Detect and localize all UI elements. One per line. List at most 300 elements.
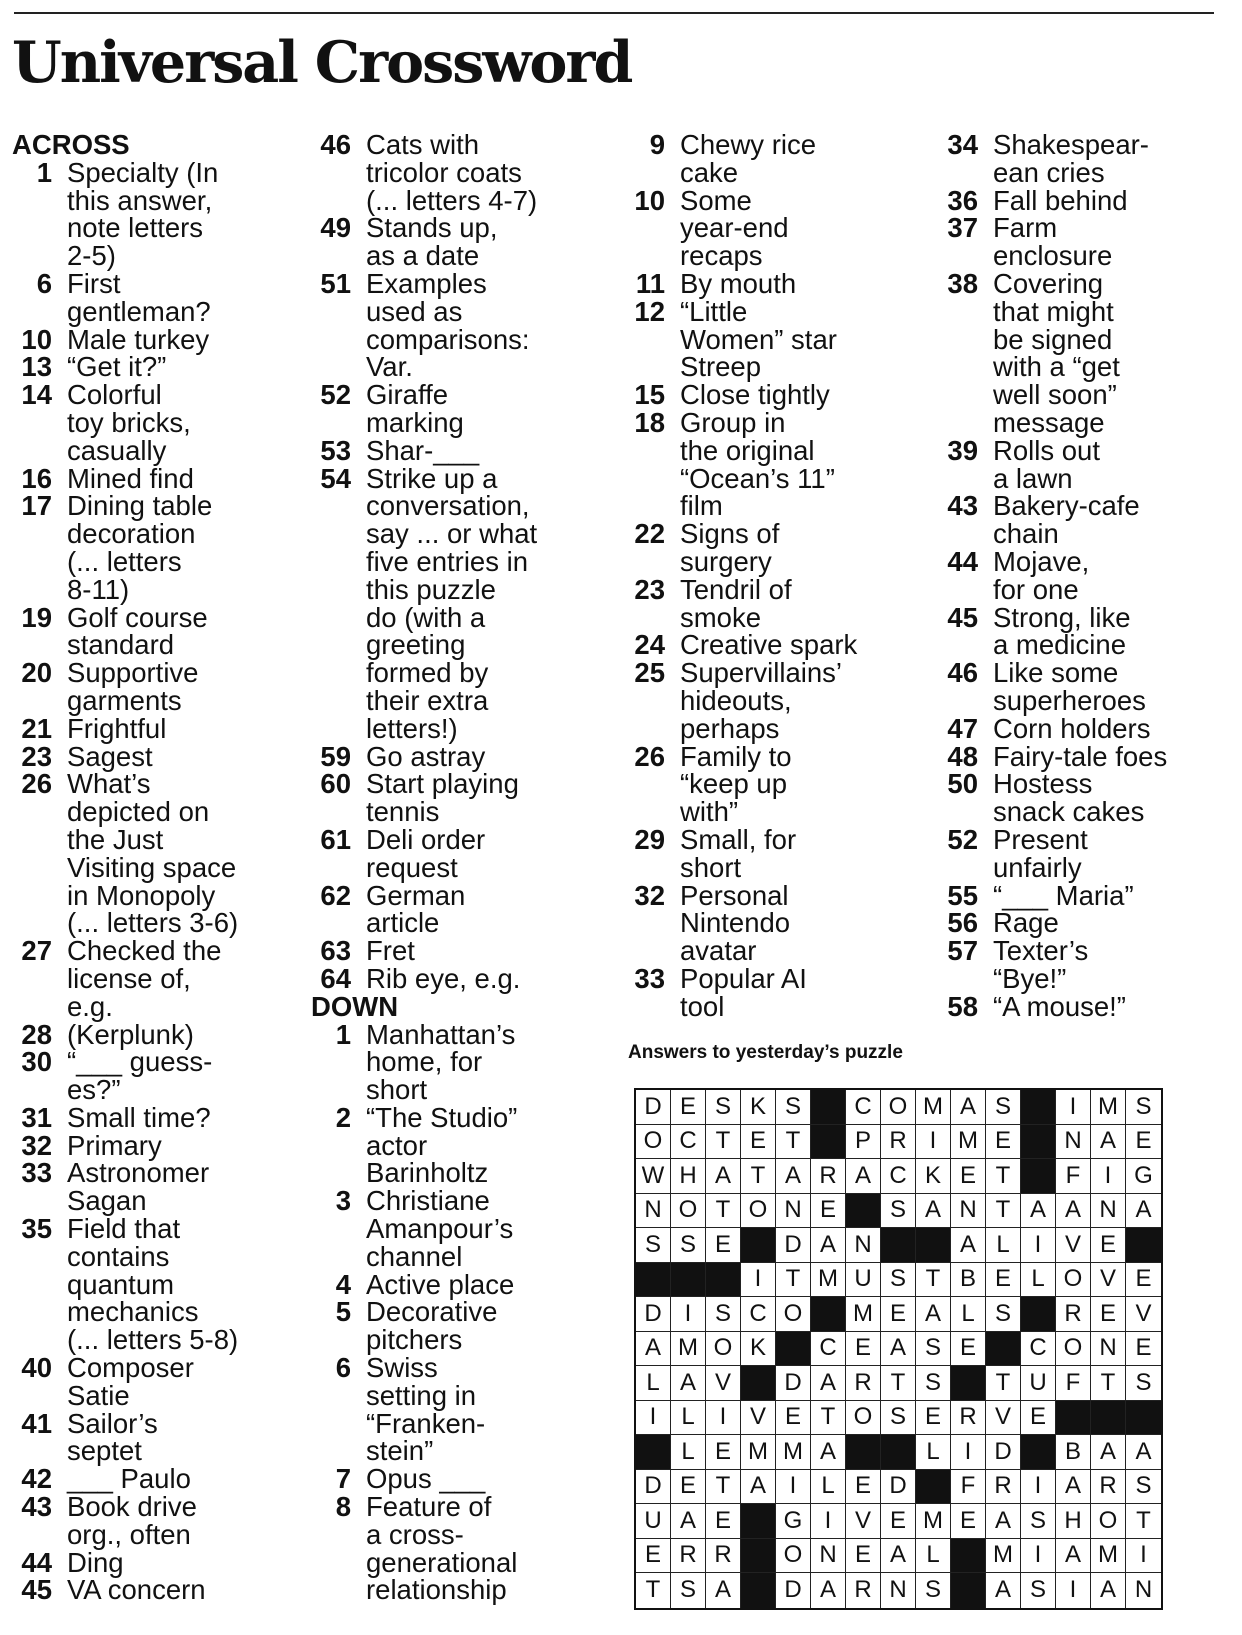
grid-cell: M <box>846 1297 881 1332</box>
grid-cell: U <box>846 1263 881 1298</box>
clue-text: Like some superheroes <box>993 657 1146 716</box>
grid-cell: S <box>881 1401 916 1436</box>
grid-cell: T <box>706 1470 741 1505</box>
clue-col1-19 <box>12 601 238 661</box>
clue-text: Opus ___ <box>366 1463 486 1495</box>
grid-cell: E <box>846 1332 881 1367</box>
clue-text: Strike up a conversation, say ... or what five entries in this puzzle do (with a greeting formed by their extra letters!) <box>366 462 538 744</box>
clue-col1-44 <box>12 1546 238 1578</box>
grid-cell: L <box>811 1470 846 1505</box>
clue-col2_down-7 <box>311 1465 537 1493</box>
clue-number: 32 <box>634 879 665 911</box>
grid-cell: E <box>916 1401 951 1436</box>
clue-col3-26 <box>625 740 857 828</box>
grid-cell: N <box>776 1194 811 1229</box>
grid-cell: M <box>741 1435 776 1470</box>
clue-number: 19 <box>21 601 52 633</box>
black-square <box>1091 1401 1126 1436</box>
clue-text: “The Studio” actor Barinholtz <box>366 1101 518 1189</box>
clue-number: 56 <box>947 907 978 939</box>
grid-cell: G <box>776 1504 811 1539</box>
clue-text: Corn holders <box>993 712 1151 744</box>
grid-cell: C <box>1021 1332 1056 1367</box>
clue-col3-22 <box>625 520 857 576</box>
grid-cell: N <box>1091 1332 1126 1367</box>
grid-cell: E <box>951 1159 986 1194</box>
clue-col4-50 <box>938 770 1167 826</box>
clue-text: Small time? <box>67 1101 211 1133</box>
clue-text: Giraffe marking <box>366 379 464 438</box>
grid-cell: I <box>776 1470 811 1505</box>
black-square <box>951 1366 986 1401</box>
clue-text: “___ guess- es?” <box>67 1046 213 1106</box>
clue-col4-37 <box>938 214 1167 270</box>
clue-text: Deli order request <box>366 823 486 883</box>
clue-text: Composer Satie <box>67 1352 194 1411</box>
clue-col2_down-1 <box>311 1018 537 1106</box>
clue-col2_across-52 <box>311 381 537 437</box>
clue-number: 45 <box>947 601 978 633</box>
grid-cell: O <box>846 1401 881 1436</box>
clue-col3-9 <box>625 131 857 187</box>
grid-cell: D <box>636 1297 671 1332</box>
black-square <box>986 1332 1021 1367</box>
grid-cell: D <box>636 1470 671 1505</box>
grid-cell: V <box>706 1366 741 1401</box>
clue-col4-57 <box>938 937 1167 993</box>
clue-text: Supportive garments <box>67 657 199 716</box>
grid-cell: A <box>916 1297 951 1332</box>
clue-number: 51 <box>320 267 351 299</box>
clue-number: 13 <box>21 351 52 383</box>
clue-col4-55 <box>938 879 1167 911</box>
clue-col1-42 <box>12 1465 238 1493</box>
clue-number: 59 <box>320 740 351 772</box>
black-square <box>671 1263 706 1298</box>
clue-text: “A mouse!” <box>993 990 1126 1022</box>
grid-cell: S <box>776 1090 811 1125</box>
grid-cell: M <box>776 1435 811 1470</box>
clue-text: Close tightly <box>680 379 830 411</box>
clue-text: Texter’s “Bye!” <box>993 935 1089 994</box>
grid-cell: E <box>846 1539 881 1574</box>
grid-cell: I <box>1126 1539 1161 1574</box>
clue-text: Hostess snack cakes <box>993 768 1145 828</box>
clue-column-2 <box>311 131 537 1604</box>
grid-cell: A <box>811 1573 846 1608</box>
grid-cell: L <box>986 1228 1021 1263</box>
clue-text: What’s depicted on the Just Visiting space in Monopoly (... letters 3-6) <box>67 768 239 939</box>
grid-cell: T <box>986 1366 1021 1401</box>
grid-cell: E <box>1126 1332 1161 1367</box>
clue-text: Manhattan’s home, for short <box>366 1018 516 1106</box>
grid-cell: V <box>1091 1263 1126 1298</box>
clue-number: 23 <box>634 573 665 605</box>
grid-cell: W <box>636 1159 671 1194</box>
clue-text: Shar-___ <box>366 434 480 466</box>
grid-cell: N <box>1091 1194 1126 1229</box>
clue-number: 6 <box>36 267 52 299</box>
grid-cell: L <box>1021 1263 1056 1298</box>
clue-number: 57 <box>947 935 978 967</box>
black-square <box>811 1125 846 1160</box>
clue-text: “Little Women” star Streep <box>680 295 837 383</box>
grid-cell: D <box>881 1470 916 1505</box>
clue-col1-45 <box>12 1576 238 1604</box>
clue-number: 32 <box>21 1129 52 1161</box>
black-square <box>1021 1435 1056 1470</box>
top-rule <box>14 12 1214 14</box>
black-square <box>741 1366 776 1401</box>
grid-cell: V <box>1056 1228 1091 1263</box>
clue-number: 9 <box>649 129 665 160</box>
clue-text: Cats with tricolor coats (... letters 4-7) <box>366 129 538 216</box>
grid-cell: A <box>1091 1435 1126 1470</box>
grid-cell: T <box>1091 1366 1126 1401</box>
grid-cell: O <box>636 1125 671 1160</box>
grid-cell: V <box>1126 1297 1161 1332</box>
clue-number: 48 <box>947 740 978 772</box>
grid-cell: S <box>986 1090 1021 1125</box>
grid-cell: R <box>846 1573 881 1608</box>
grid-cell: S <box>636 1228 671 1263</box>
grid-cell: S <box>881 1263 916 1298</box>
grid-cell: F <box>1056 1366 1091 1401</box>
clue-number: 3 <box>335 1185 351 1217</box>
clue-col3-23 <box>625 573 857 633</box>
clue-number: 46 <box>320 129 351 160</box>
grid-cell: L <box>951 1297 986 1332</box>
clue-number: 35 <box>21 1213 52 1245</box>
clue-col2_down-6 <box>311 1354 537 1465</box>
grid-cell: A <box>1056 1470 1091 1505</box>
grid-cell: N <box>811 1539 846 1574</box>
grid-cell: I <box>1091 1159 1126 1194</box>
black-square <box>636 1435 671 1470</box>
clue-text: “___ Maria” <box>993 879 1134 911</box>
clue-number: 30 <box>21 1046 52 1078</box>
grid-cell: I <box>811 1504 846 1539</box>
clue-number: 23 <box>21 740 52 772</box>
clue-number: 29 <box>634 823 665 855</box>
clue-number: 1 <box>36 156 52 188</box>
clue-number: 41 <box>21 1407 52 1439</box>
clue-text: German article <box>366 879 466 939</box>
down-heading: DOWN <box>311 990 399 1022</box>
grid-cell: T <box>811 1401 846 1436</box>
clue-number: 2 <box>335 1101 351 1133</box>
clue-text: (Kerplunk) <box>67 1018 194 1050</box>
clue-number: 10 <box>634 184 665 216</box>
clue-col1-32 <box>12 1129 238 1161</box>
down-clue-list-continued <box>625 131 857 1021</box>
clue-text: Examples used as comparisons: Var. <box>366 267 530 383</box>
clue-number: 31 <box>21 1101 52 1133</box>
clue-number: 6 <box>335 1352 351 1384</box>
clue-number: 21 <box>21 712 52 744</box>
grid-cell: L <box>671 1435 706 1470</box>
grid-cell: A <box>1126 1435 1161 1470</box>
clue-col2_across-59 <box>311 740 537 772</box>
clue-col1-10 <box>12 323 238 355</box>
grid-cell: T <box>636 1573 671 1608</box>
grid-cell: T <box>986 1194 1021 1229</box>
clue-number: 22 <box>634 518 665 550</box>
grid-cell: E <box>1126 1263 1161 1298</box>
clue-number: 1 <box>335 1018 351 1050</box>
clue-col1-14 <box>12 381 238 464</box>
clue-number: 26 <box>21 768 52 800</box>
grid-cell: V <box>986 1401 1021 1436</box>
grid-cell: S <box>1021 1573 1056 1608</box>
clue-col2_across-64 <box>311 962 537 994</box>
clue-text: Signs of surgery <box>680 518 780 577</box>
clue-number: 36 <box>947 184 978 216</box>
clue-text: Primary <box>67 1129 162 1161</box>
clue-col1-23 <box>12 740 238 772</box>
grid-cell: E <box>986 1263 1021 1298</box>
grid-cell: N <box>881 1573 916 1608</box>
clue-text: Small, for short <box>680 823 797 883</box>
grid-cell: S <box>916 1366 951 1401</box>
clue-column-3 <box>625 131 857 1021</box>
grid-cell: S <box>881 1194 916 1229</box>
grid-cell: M <box>1091 1539 1126 1574</box>
grid-cell: L <box>916 1435 951 1470</box>
clue-col1-35 <box>12 1215 238 1354</box>
clue-col2_across-62 <box>311 879 537 939</box>
answer-grid <box>634 1088 1163 1610</box>
clue-number: 47 <box>947 712 978 744</box>
grid-cell: V <box>741 1401 776 1436</box>
black-square <box>636 1263 671 1298</box>
grid-cell: K <box>741 1090 776 1125</box>
black-square <box>846 1194 881 1229</box>
clue-number: 33 <box>634 962 665 994</box>
clue-text: Book drive org., often <box>67 1491 197 1550</box>
clue-col1-6 <box>12 267 238 327</box>
grid-cell: O <box>706 1332 741 1367</box>
clue-number: 10 <box>21 323 52 355</box>
grid-cell: A <box>776 1159 811 1194</box>
clue-col2_down-2 <box>311 1101 537 1189</box>
clue-number: 11 <box>635 267 665 299</box>
clue-text: Field that contains quantum mechanics (... letters 5-8) <box>67 1213 239 1356</box>
grid-cell: I <box>916 1125 951 1160</box>
across-clue-list-continued <box>311 131 537 993</box>
clue-col4-36 <box>938 184 1167 216</box>
grid-cell: A <box>811 1366 846 1401</box>
clue-number: 28 <box>21 1018 52 1050</box>
clue-text: Decorative pitchers <box>366 1296 498 1356</box>
clue-col4-38 <box>938 267 1167 438</box>
clue-col4-58 <box>938 990 1167 1022</box>
clue-number: 64 <box>320 962 351 994</box>
clue-text: Fall behind <box>993 184 1128 216</box>
clue-col3-32 <box>625 879 857 967</box>
grid-cell: S <box>1126 1090 1161 1125</box>
grid-cell: E <box>881 1297 916 1332</box>
grid-cell: R <box>1056 1297 1091 1332</box>
black-square <box>776 1332 811 1367</box>
clue-number: 54 <box>320 462 351 494</box>
black-square <box>1056 1401 1091 1436</box>
grid-cell: V <box>846 1504 881 1539</box>
clue-col1-16 <box>12 462 238 494</box>
grid-cell: E <box>671 1090 706 1125</box>
grid-cell: O <box>741 1194 776 1229</box>
clue-col1-26 <box>12 770 238 937</box>
grid-cell: R <box>951 1401 986 1436</box>
grid-cell: A <box>1056 1194 1091 1229</box>
grid-cell: S <box>1126 1366 1161 1401</box>
clue-text: “Get it?” <box>67 351 167 383</box>
grid-cell: E <box>881 1504 916 1539</box>
grid-cell: M <box>671 1332 706 1367</box>
clue-text: Rib eye, e.g. <box>366 962 521 994</box>
clue-text: Supervillains’ hideouts, perhaps <box>680 657 843 744</box>
clue-col4-46 <box>938 659 1167 715</box>
grid-cell: E <box>636 1539 671 1574</box>
across-clue-list <box>12 156 239 1606</box>
grid-cell: O <box>776 1539 811 1574</box>
clue-col1-13 <box>12 353 238 381</box>
grid-cell: N <box>951 1194 986 1229</box>
grid-cell: A <box>706 1159 741 1194</box>
grid-cell: A <box>636 1332 671 1367</box>
grid-cell: O <box>881 1090 916 1125</box>
grid-cell: A <box>1091 1573 1126 1608</box>
clue-number: 14 <box>21 379 52 411</box>
grid-cell: A <box>1056 1539 1091 1574</box>
grid-cell: T <box>986 1159 1021 1194</box>
grid-cell: I <box>671 1297 706 1332</box>
grid-cell: S <box>1126 1470 1161 1505</box>
clue-col1-33 <box>12 1159 238 1215</box>
clue-number: 5 <box>335 1296 351 1328</box>
grid-cell: E <box>706 1228 741 1263</box>
grid-cell: F <box>1056 1159 1091 1194</box>
clue-text: Feature of a cross- generational relationship <box>366 1491 518 1606</box>
grid-cell: A <box>1126 1194 1161 1229</box>
black-square <box>1021 1090 1056 1125</box>
grid-cell: G <box>1126 1159 1161 1194</box>
clue-text: Stands up, as a date <box>366 212 498 272</box>
grid-cell: C <box>671 1125 706 1160</box>
black-square <box>951 1539 986 1574</box>
grid-cell: E <box>986 1125 1021 1160</box>
clue-number: 38 <box>947 267 978 299</box>
clue-col1-21 <box>12 712 238 744</box>
clue-text: Specialty (In this answer, note letters 2-5) <box>67 156 219 272</box>
grid-cell: E <box>951 1504 986 1539</box>
black-square <box>1021 1297 1056 1332</box>
clue-text: VA concern <box>67 1574 206 1606</box>
grid-cell: A <box>951 1090 986 1125</box>
grid-cell: C <box>741 1297 776 1332</box>
clue-column-4 <box>938 131 1167 1021</box>
clue-number: 27 <box>21 935 52 967</box>
clue-text: Male turkey <box>67 323 210 355</box>
clue-number: 52 <box>947 823 978 855</box>
clue-col2_across-61 <box>311 823 537 883</box>
clue-number: 62 <box>320 879 351 911</box>
grid-cell: K <box>741 1332 776 1367</box>
clue-text: Sagest <box>67 740 153 772</box>
clue-col1-40 <box>12 1354 238 1410</box>
clue-col2_down-8 <box>311 1493 537 1604</box>
clue-text: Fairy-tale foes <box>993 740 1168 772</box>
clue-col2_down-3 <box>311 1187 537 1270</box>
grid-cell: R <box>846 1366 881 1401</box>
clue-text: Swiss setting in “Franken- stein” <box>366 1352 486 1467</box>
clue-col1-20 <box>12 659 238 715</box>
grid-cell: A <box>951 1228 986 1263</box>
grid-cell: S <box>671 1228 706 1263</box>
clue-col4-43 <box>938 492 1167 548</box>
clue-number: 25 <box>634 657 665 689</box>
grid-cell: I <box>1021 1539 1056 1574</box>
grid-cell: E <box>671 1470 706 1505</box>
grid-cell: A <box>811 1228 846 1263</box>
black-square <box>741 1573 776 1608</box>
grid-cell: E <box>951 1332 986 1367</box>
grid-cell: R <box>671 1539 706 1574</box>
black-square <box>706 1263 741 1298</box>
grid-cell: I <box>636 1401 671 1436</box>
clue-text: Some year-end recaps <box>680 184 789 272</box>
grid-cell: S <box>706 1297 741 1332</box>
clue-number: 44 <box>947 545 978 577</box>
grid-cell: T <box>1126 1504 1161 1539</box>
clue-number: 45 <box>21 1574 52 1606</box>
grid-cell: E <box>811 1194 846 1229</box>
clue-col1-43 <box>12 1493 238 1549</box>
grid-cell: A <box>671 1366 706 1401</box>
clue-number: 24 <box>634 629 665 661</box>
clue-col3-24 <box>625 631 857 659</box>
across-heading: ACROSS <box>12 129 130 160</box>
black-square <box>811 1090 846 1125</box>
grid-cell: S <box>671 1573 706 1608</box>
black-square <box>1126 1401 1161 1436</box>
clue-col2_across-60 <box>311 770 537 826</box>
clue-text: Popular AI tool <box>680 962 807 1022</box>
grid-cell: E <box>776 1401 811 1436</box>
clue-number: 53 <box>320 434 351 466</box>
clue-number: 61 <box>320 823 351 855</box>
clue-col1-30 <box>12 1048 238 1104</box>
grid-cell: N <box>1056 1125 1091 1160</box>
black-square <box>846 1435 881 1470</box>
grid-cell: E <box>846 1470 881 1505</box>
clue-number: 50 <box>947 768 978 800</box>
clue-col4-52 <box>938 823 1167 883</box>
clue-number: 26 <box>634 740 665 772</box>
clue-text: By mouth <box>680 267 797 299</box>
clue-number: 4 <box>335 1268 351 1300</box>
grid-cell: D <box>776 1228 811 1263</box>
clue-text: Personal Nintendo avatar <box>680 879 791 967</box>
black-square <box>916 1228 951 1263</box>
grid-cell: F <box>951 1470 986 1505</box>
clue-col2_across-46 <box>311 131 537 214</box>
clue-number: 12 <box>634 295 665 327</box>
clue-text: Covering that might be signed with a “get well soon” message <box>993 267 1120 438</box>
clue-col3-12 <box>625 295 857 383</box>
grid-cell: A <box>1091 1125 1126 1160</box>
grid-cell: A <box>881 1539 916 1574</box>
